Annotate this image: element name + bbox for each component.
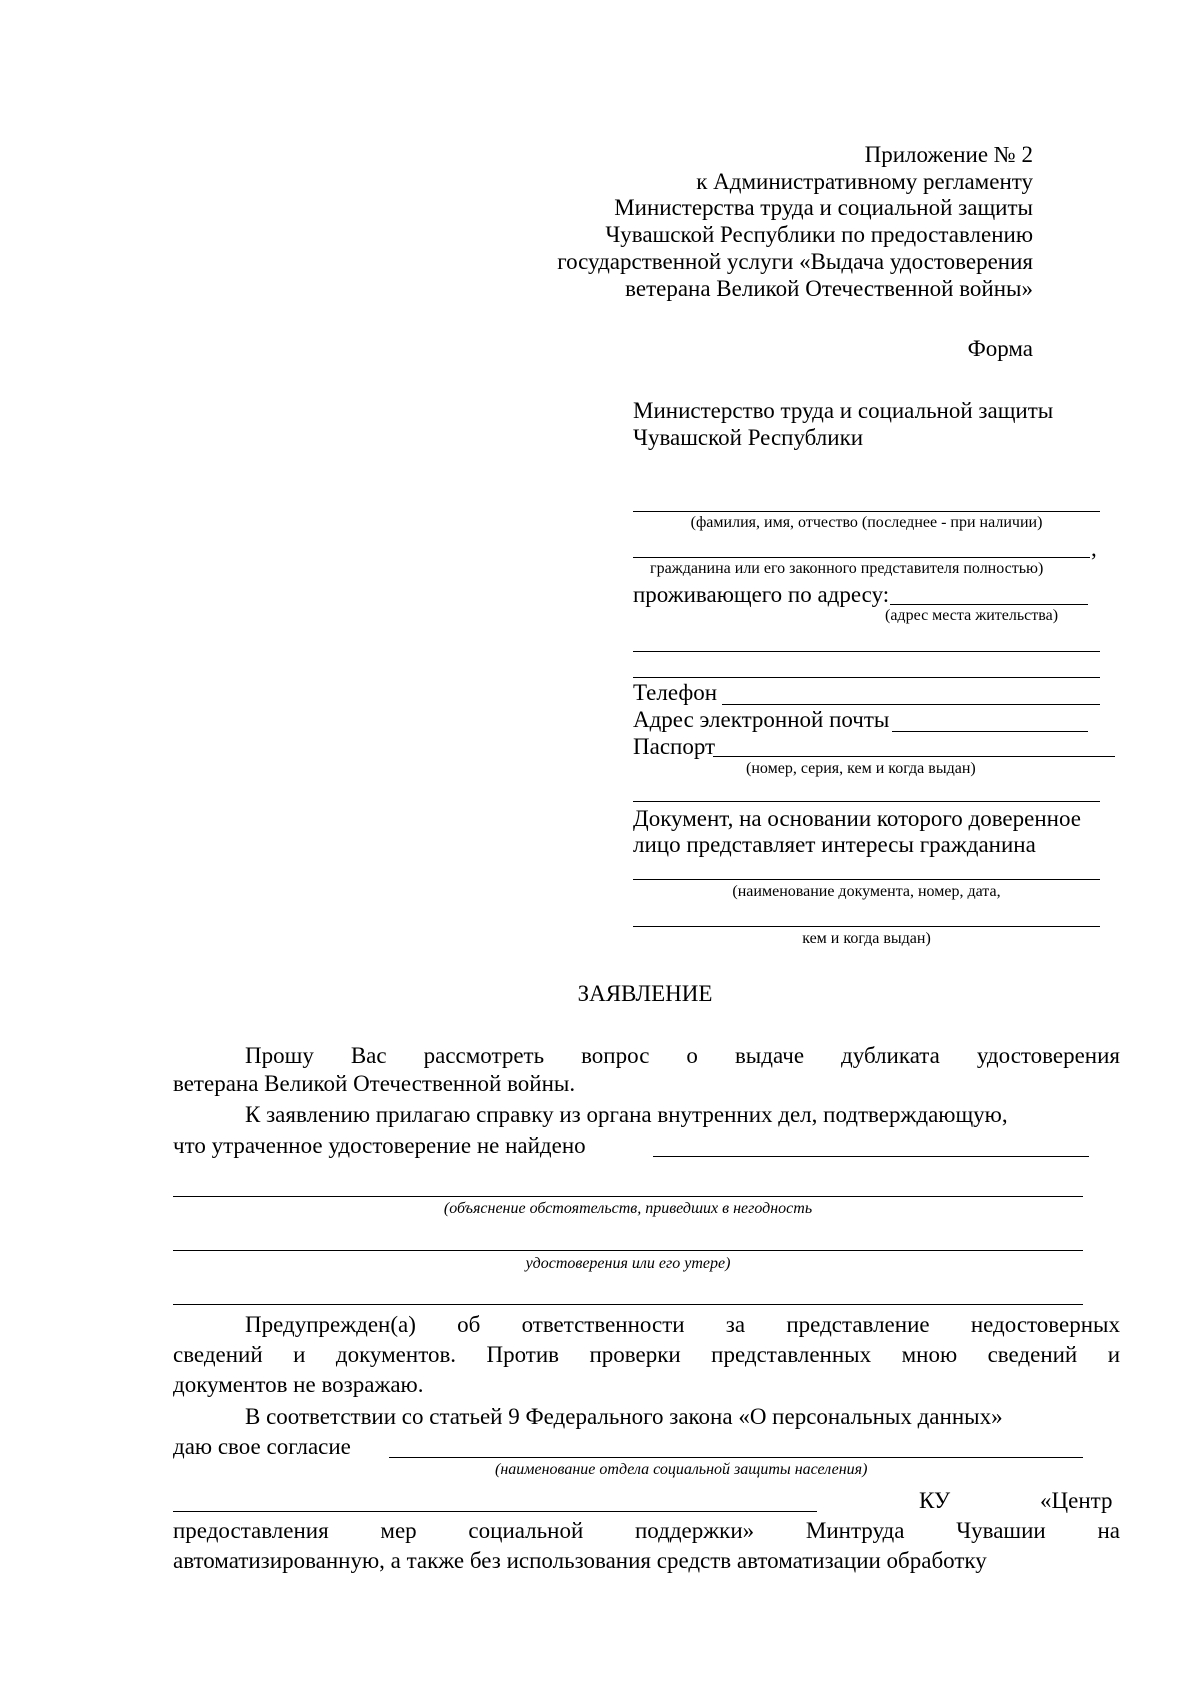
doc-field-line-2[interactable] [633, 926, 1100, 927]
doc-field-line[interactable] [633, 879, 1100, 880]
p4-line-2: даю свое согласие [173, 1434, 351, 1459]
doc-hint-1: (наименование документа, номер, дата, [732, 883, 1001, 900]
p3-line-2: сведений и документов. Против проверки представленных мною сведений и [173, 1342, 1120, 1367]
department-field-line-2[interactable] [173, 1511, 817, 1512]
doc-hint-2: кем и когда выдан) [802, 930, 931, 947]
phone-field-line[interactable] [722, 704, 1100, 705]
fio-field-line-2[interactable] [633, 557, 1090, 558]
appendix-line-1: Приложение № 2 [864, 142, 1033, 167]
lost-reason-field-line[interactable] [653, 1156, 1089, 1157]
appendix-line-5: государственной услуги «Выдача удостоверения [557, 249, 1033, 274]
p2-line-1: К заявлению прилагаю справку из органа внутренних дел, подтверждающую, [245, 1102, 1008, 1127]
addressee-line-1: Министерство труда и социальной защиты [633, 398, 1054, 423]
passport-field-line[interactable] [713, 756, 1115, 757]
email-label: Адрес электронной почты [633, 707, 890, 732]
doc-label-line-1: Документ, на основании которого доверенное [633, 806, 1081, 831]
passport-label: Паспорт [633, 734, 716, 759]
fio-hint: (фамилия, имя, отчество (последнее - при наличии) [690, 514, 1043, 531]
fio-hint-2: гражданина или его законного представителя полностью) [650, 560, 1044, 577]
address-field-line-3[interactable] [633, 677, 1100, 678]
address-label: проживающего по адресу: [633, 582, 890, 607]
p4-line-1: В соответствии со статьей 9 Федерального закона «О персональных данных» [245, 1404, 1003, 1429]
p1-line-1: Прошу Вас рассмотреть вопрос о выдаче дубликата удостоверения [245, 1043, 1120, 1068]
appendix-line-6: ветерана Великой Отечественной войны» [625, 276, 1033, 301]
explanation-hint-2: удостоверения или его утере) [525, 1255, 731, 1272]
fio-comma: , [1091, 536, 1097, 561]
address-field-line[interactable] [890, 604, 1088, 605]
department-field-line[interactable] [389, 1457, 1083, 1458]
center-label: «Центр [1040, 1488, 1113, 1513]
explanation-field-line-3[interactable] [173, 1304, 1083, 1305]
fio-field-line[interactable] [633, 511, 1100, 512]
phone-label: Телефон [633, 680, 718, 705]
p3-line-1: Предупрежден(а) об ответственности за представление недостоверных [245, 1312, 1120, 1337]
doc-label-line-2: лицо представляет интересы гражданина [633, 832, 1036, 857]
passport-hint: (номер, серия, кем и когда выдан) [746, 760, 976, 777]
appendix-line-3: Министерства труда и социальной защиты [614, 195, 1033, 220]
p3-line-3: документов не возражаю. [173, 1372, 424, 1397]
statement-title: ЗАЯВЛЕНИЕ [577, 981, 713, 1006]
p4-line-4: автоматизированную, а также без использования средств автоматизации обработку [173, 1548, 987, 1573]
explanation-hint-1: (объяснение обстоятельств, приведших в негодность [443, 1200, 813, 1217]
p1-line-2: ветерана Великой Отечественной войны. [173, 1071, 576, 1096]
ku-label: КУ [919, 1488, 951, 1513]
department-hint: (наименование отдела социальной защиты населения) [495, 1461, 868, 1478]
appendix-line-2: к Административному регламенту [696, 169, 1033, 194]
address-field-line-2[interactable] [633, 651, 1100, 652]
passport-field-line-2[interactable] [633, 801, 1100, 802]
appendix-line-4: Чувашской Республики по предоставлению [605, 222, 1033, 247]
email-field-line[interactable] [892, 731, 1088, 732]
p4-line-3: предоставления мер социальной поддержки» Минтруда Чувашии на [173, 1518, 1120, 1543]
explanation-field-line[interactable] [173, 1196, 1083, 1197]
address-hint: (адрес места жительства) [885, 607, 1059, 624]
explanation-field-line-2[interactable] [173, 1250, 1083, 1251]
addressee-line-2: Чувашской Республики [633, 425, 864, 450]
p2-line-2: что утраченное удостоверение не найдено [173, 1133, 586, 1158]
form-label: Форма [967, 336, 1033, 361]
